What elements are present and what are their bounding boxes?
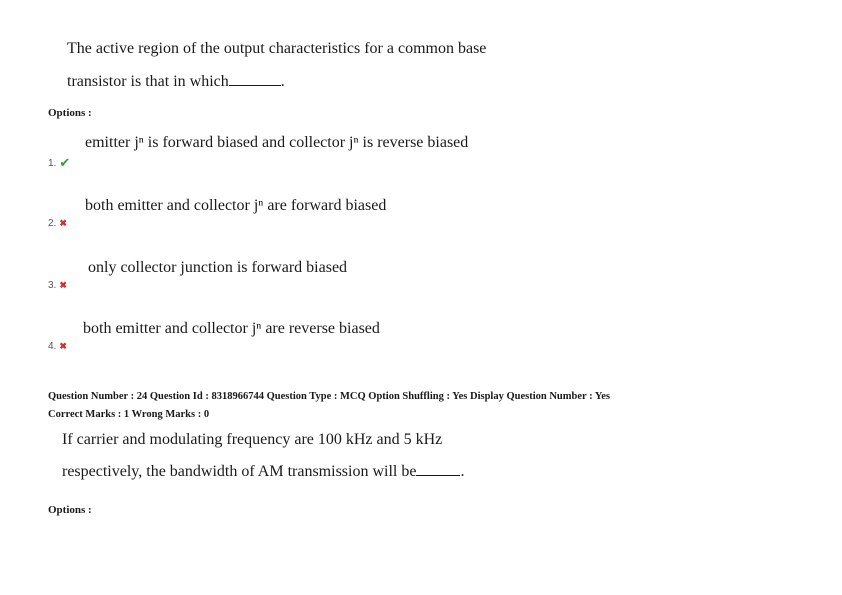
- option-4-text: both emitter and collector jⁿ are reverse biased: [83, 320, 380, 337]
- option-1-number-label: 1.: [48, 157, 57, 169]
- cross-icon: ✖: [59, 218, 67, 228]
- question-meta-line1: Question Number : 24 Question Id : 8318966744 Question Type : MCQ Option Shuffling : Yes Display Question Number : Yes: [48, 391, 611, 402]
- question-text-line2-end: .: [280, 73, 285, 90]
- option-4-number-label: 4.: [48, 341, 57, 352]
- question-text-line2-content: transistor is that in which: [67, 73, 229, 90]
- option-3-text: only collector junction is forward biased: [88, 259, 348, 276]
- question2-text-line2-end: .: [460, 463, 465, 480]
- options-label-2: Options :: [48, 504, 92, 516]
- option-3-number: [48, 280, 67, 291]
- option-1-text: emitter jⁿ is forward biased and collector jⁿ is reverse biased: [85, 134, 469, 151]
- option-2-text: both emitter and collector jⁿ are forward biased: [85, 197, 387, 214]
- question2-text-line2-content: respectively, the bandwidth of AM transmission will be: [62, 463, 417, 480]
- option-1-number: [48, 155, 70, 171]
- question2-text-line2: [62, 463, 464, 481]
- question2-text-line1: If carrier and modulating frequency are 100 kHz and 5 kHz: [62, 431, 443, 448]
- option-2-number-label: 2.: [48, 218, 57, 229]
- question-text-line2: [67, 73, 285, 91]
- options-label: Options :: [48, 107, 92, 119]
- cross-icon: ✖: [59, 341, 67, 351]
- question-meta-line2: Correct Marks : 1 Wrong Marks : 0: [48, 409, 210, 420]
- option-2-number: [48, 218, 67, 229]
- option-4-number: [48, 341, 67, 352]
- check-icon: ✔: [59, 155, 71, 170]
- option-3-number-label: 3.: [48, 280, 57, 291]
- answer-blank: [416, 463, 460, 476]
- cross-icon: ✖: [59, 280, 67, 290]
- question-text-line1: The active region of the output characteristics for a common base: [67, 40, 487, 57]
- answer-blank: [229, 73, 281, 86]
